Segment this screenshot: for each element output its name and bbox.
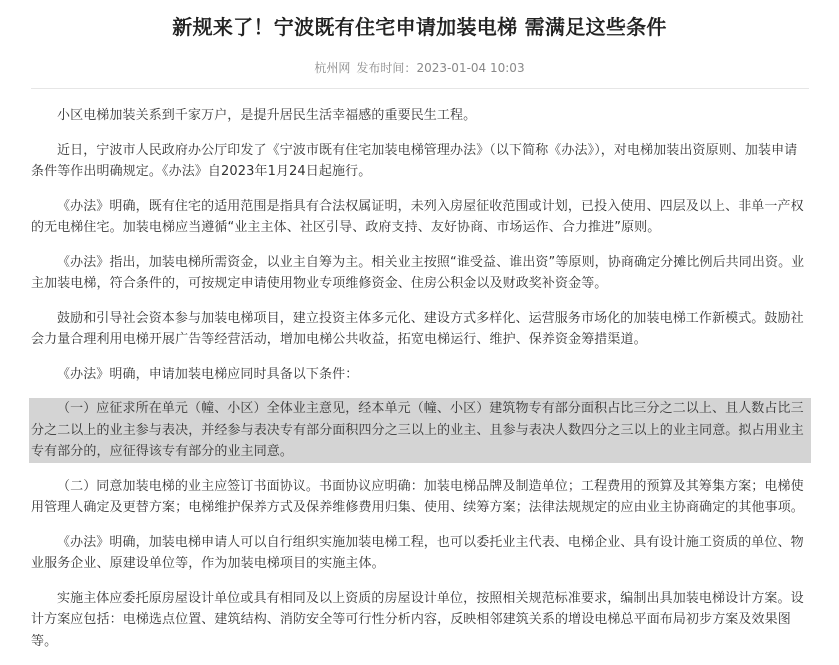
paragraph-conditions-lead: 《办法》明确，申请加装电梯应同时具备以下条件： [57, 366, 359, 382]
paragraph-funding: 《办法》指出，加装电梯所需资金，以业主自筹为主。相关业主按照“谁受益、谁出资”等原则，协商确定分摊比例后共同出资。业主加装电梯，符合条件的，可按规定申请使用物业专项维修资金、住房公积金以及财政奖补资金等。 [31, 254, 805, 291]
publish-label: 发布时间： [356, 61, 417, 75]
paragraph-intro: 小区电梯加装关系到千家万户，是提升居民生活幸福感的重要民生工程。 [57, 108, 477, 123]
publish-time: 2023-01-04 10:03 [416, 61, 525, 75]
paragraph-design: 实施主体应委托原房屋设计单位或具有相同及以上资质的房屋设计单位，按照相关规范标准要求，编制出具加装电梯设计方案。设计方案应包括：电梯选点位置、建筑结构、消防安全等可行性分析内容，反映相邻建筑关系的增设电梯总平面布局初步方案及效果图等。 [31, 590, 804, 649]
header-divider [31, 88, 809, 89]
paragraph-social-capital: 鼓励和引导社会资本参与加装电梯项目，建立投资主体多元化、建设方式多样化、运营服务市场化的加装电梯工作新模式。鼓励社会力量合理利用电梯开展广告等经营活动，增加电梯公共收益，拓宽电梯运行、维护、保养资金筹措渠道。 [31, 310, 804, 347]
article-source: 杭州网 [314, 61, 351, 75]
paragraph-issuance: 近日，宁波市人民政府办公厅印发了《宁波市既有住宅加装电梯管理办法》（以下简称《办法》），对电梯加装出资原则、加装申请条件等作出明确规定。《办法》自2023年1月24日起施行。 [31, 142, 798, 179]
article-title: 新规来了！宁波既有住宅申请加装电梯 需满足这些条件 [172, 15, 667, 39]
paragraph-applicant: 《办法》明确，加装电梯申请人可以自行组织实施加装电梯工程，也可以委托业主代表、电梯企业、具有设计施工资质的单位、物业服务企业、原建设单位等，作为加装电梯项目的实施主体。 [31, 534, 804, 571]
paragraph-scope: 《办法》明确，既有住宅的适用范围是指具有合法权属证明，未列入房屋征收范围或计划，已投入使用、四层及以上、非单一产权的无电梯住宅。加装电梯应当遵循“业主主体、社区引导、政府支持、友好协商、市场运作、合力推进”原则。 [31, 198, 804, 235]
article-body [31, 105, 809, 665]
paragraph-condition-1-selected[interactable]: （一）应征求所在单元（幢、小区）全体业主意见，经本单元（幢、小区）建筑物专有部分面积占比三分之二以上、且人数占比三分之二以上的业主参与表决，并经参与表决专有部分面积四分之三以上的业主、且参与表决人数四分之三以上的业主同意。拟占用业主专有部分的，应征得该专有部分的业主同意。 [29, 398, 811, 463]
article-meta [0, 60, 839, 76]
paragraph-condition-2: （二）同意加装电梯的业主应签订书面协议。书面协议应明确：加装电梯品牌及制造单位；工程费用的预算及其筹集方案；电梯使用管理人确定及更替方案；电梯维护保养方式及保养维修费用归集、使用、续筹方案；法律法规规定的应由业主协商确定的其他事项。 [31, 478, 804, 515]
